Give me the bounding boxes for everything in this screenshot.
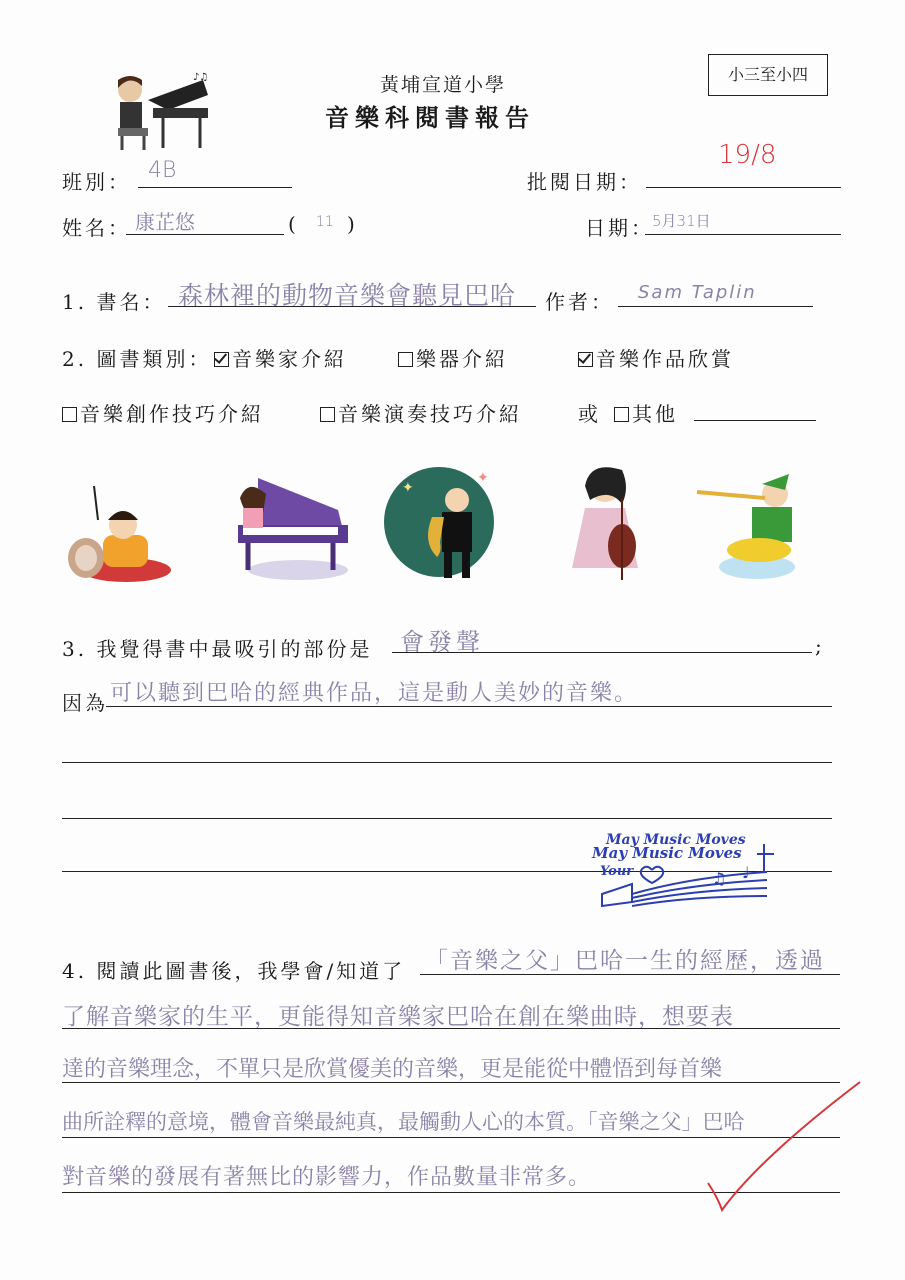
option-appreciation[interactable]: 音樂作品欣賞 xyxy=(578,343,734,372)
q4-underline-2 xyxy=(62,1028,840,1029)
stamp-line-3: Your xyxy=(600,864,634,879)
checkbox-icon[interactable] xyxy=(614,407,629,422)
date-value[interactable]: 5月31日 xyxy=(652,212,711,230)
name-label: 姓名： xyxy=(62,216,131,240)
author-label: 作者： xyxy=(545,290,614,314)
checkbox-icon[interactable] xyxy=(214,352,229,367)
class-label: 班別： xyxy=(62,170,131,194)
q3-semicolon: ; xyxy=(815,634,822,658)
cellist-illustration xyxy=(560,458,660,583)
checkbox-icon[interactable] xyxy=(398,352,413,367)
option-composition[interactable]: 音樂創作技巧介紹 xyxy=(62,398,264,427)
author-value[interactable]: Sam Taplin xyxy=(638,282,757,303)
name-underline xyxy=(126,234,284,235)
class-number-close: ) xyxy=(347,212,358,236)
book-name-underline xyxy=(168,306,536,307)
checkbox-icon[interactable] xyxy=(578,352,593,367)
name-value[interactable]: 康芷悠 xyxy=(135,210,195,234)
flutist-illustration xyxy=(697,462,812,582)
music-stamp xyxy=(592,832,782,912)
option-instrument[interactable]: 樂器介紹 xyxy=(398,343,508,372)
date-label: 日期： xyxy=(585,216,654,240)
review-date-value: 19/8 xyxy=(718,140,777,170)
class-number-open: ( xyxy=(288,212,299,236)
q4-underline-1 xyxy=(420,974,840,975)
saxophonist-illustration xyxy=(382,462,502,582)
q4-answer-line-5[interactable]: 對音樂的發展有著無比的影響力，作品數量非常多。 xyxy=(62,1165,592,1190)
q4-answer-line-4[interactable]: 曲所詮釋的意境，體會音樂最純真，最觸動人心的本質。「音樂之父」巴哈 xyxy=(62,1110,745,1134)
class-underline xyxy=(138,187,292,188)
svg-text:♪♫: ♪♫ xyxy=(193,72,209,83)
because-answer[interactable]: 可以聽到巴哈的經典作品，這是動人美妙的音樂。 xyxy=(110,681,639,706)
q3-prompt: 3. 我覺得書中最吸引的部份是 xyxy=(62,637,373,661)
review-date-underline xyxy=(646,187,841,188)
because-underline xyxy=(106,706,832,707)
teacher-check-mark-icon xyxy=(700,1078,870,1218)
q3-underline xyxy=(392,652,812,653)
class-value[interactable]: 4B xyxy=(148,158,177,183)
q3-answer[interactable]: 會發聲 xyxy=(400,628,484,656)
svg-text:✦: ✦ xyxy=(477,470,489,486)
blank-line-2 xyxy=(62,818,832,819)
piano-girl-illustration xyxy=(218,470,348,585)
svg-text:✦: ✦ xyxy=(402,480,414,496)
stamp-line-2: May Music Moves xyxy=(592,844,742,862)
class-number-value[interactable]: 11 xyxy=(316,214,334,230)
svg-text:♫: ♫ xyxy=(712,869,727,888)
stamp-line-1: May Music Moves xyxy=(606,832,746,848)
heart-music-icon xyxy=(592,832,782,912)
svg-text:♩: ♩ xyxy=(742,863,750,882)
q4-answer-line-1[interactable]: 「音樂之父」巴哈一生的經歷，透過 xyxy=(425,948,825,974)
q4-prompt: 4. 閱讀此圖書後，我學會/知道了 xyxy=(62,959,406,983)
review-date-label: 批閱日期： xyxy=(527,170,642,194)
checkbox-icon[interactable] xyxy=(62,407,77,422)
book-name-value[interactable]: 森林裡的動物音樂會聽見巴哈 xyxy=(178,281,517,310)
drummer-illustration xyxy=(58,480,178,590)
grade-range-box: 小三至小四 xyxy=(708,54,828,96)
pianist-illustration xyxy=(108,70,218,160)
q4-answer-line-3[interactable]: 達的音樂理念，不單只是欣賞優美的音樂，更是能從中體悟到每首樂 xyxy=(62,1057,723,1082)
option-other[interactable]: 其他 xyxy=(614,398,678,427)
checkbox-icon[interactable] xyxy=(320,407,335,422)
blank-line-1 xyxy=(62,762,832,763)
other-underline xyxy=(694,420,816,421)
or-label: 或 xyxy=(578,402,601,426)
date-underline xyxy=(645,234,841,235)
report-title: 音樂科閱書報告 xyxy=(325,103,535,132)
q4-answer-line-2[interactable]: 了解音樂家的生平，更能得知音樂家巴哈在創在樂曲時，想要表 xyxy=(62,1004,734,1030)
book-name-label: 1. 書名： xyxy=(62,290,166,314)
option-performance[interactable]: 音樂演奏技巧介紹 xyxy=(320,398,522,427)
option-composer[interactable]: 音樂家介紹 xyxy=(214,343,347,372)
because-label: 因為 xyxy=(62,691,108,715)
school-name: 黃埔宣道小學 xyxy=(380,74,507,96)
author-underline xyxy=(618,306,813,307)
category-label: 2. 圖書類別： xyxy=(62,347,212,371)
